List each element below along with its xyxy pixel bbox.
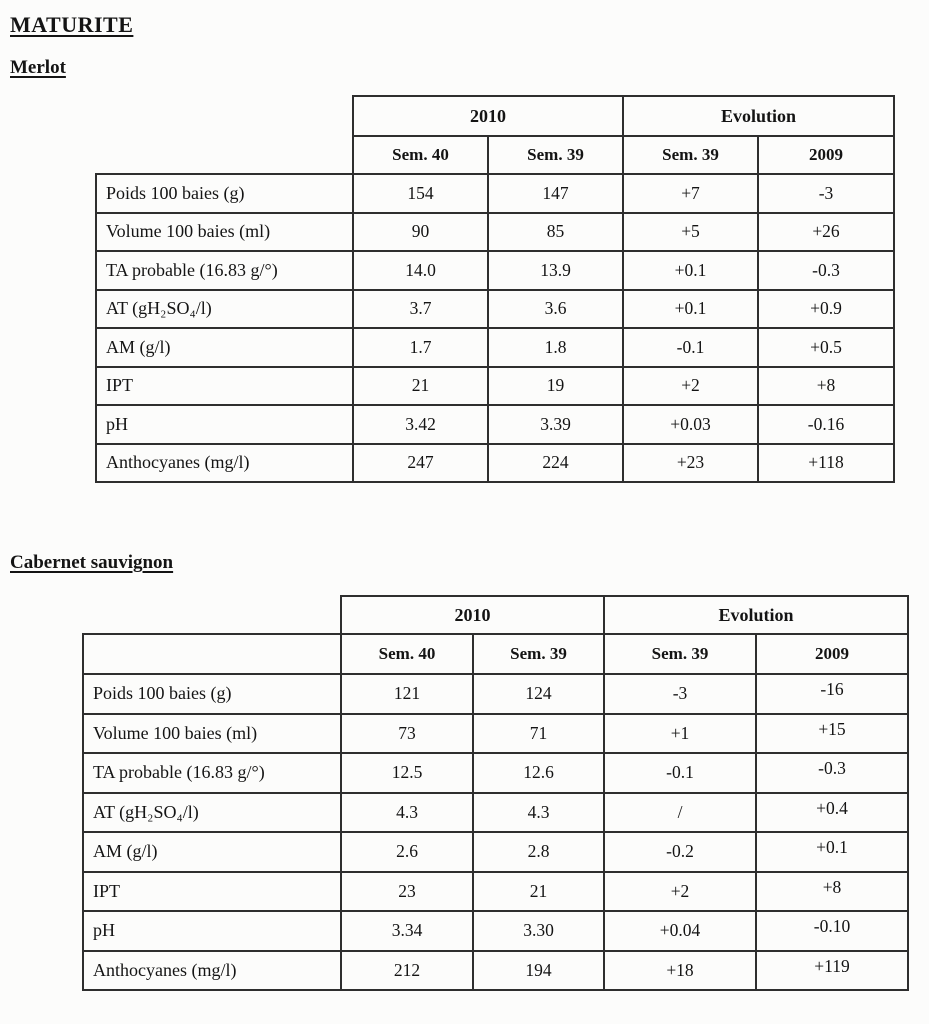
merlot-table — [95, 95, 895, 483]
cell: 1.8 — [488, 328, 623, 367]
table-row — [96, 290, 894, 329]
cell: -0.1 — [604, 753, 756, 793]
section-title-merlot: Merlot — [10, 57, 66, 78]
cell: +0.1 — [756, 832, 908, 872]
cell: -0.3 — [756, 753, 908, 793]
table-row — [83, 951, 908, 991]
section-title-cabernet: Cabernet sauvignon — [10, 552, 174, 573]
cell: +1 — [604, 714, 756, 754]
cell: -3 — [604, 674, 756, 714]
cell: 2.6 — [341, 832, 473, 872]
table-row — [83, 832, 908, 872]
merlot-subheader-row — [96, 136, 894, 174]
merlot-col-sem40: Sem. 40 — [353, 136, 488, 174]
document-title: MATURITE — [10, 12, 134, 37]
merlot-col-evo-2009: 2009 — [758, 136, 894, 174]
row-label: pH — [83, 911, 341, 951]
cell: -0.10 — [756, 911, 908, 951]
cell: 147 — [488, 174, 623, 213]
row-label: Poids 100 baies (g) — [83, 674, 341, 714]
cell: -0.3 — [758, 251, 894, 290]
cabernet-col-sem40: Sem. 40 — [341, 634, 473, 674]
cell: 19 — [488, 367, 623, 406]
cell: +18 — [604, 951, 756, 991]
cell: 247 — [353, 444, 488, 483]
cell: +0.04 — [604, 911, 756, 951]
cell: 224 — [488, 444, 623, 483]
cell: +0.9 — [758, 290, 894, 329]
table-row — [83, 753, 908, 793]
cell: 194 — [473, 951, 604, 991]
cell: +23 — [623, 444, 758, 483]
cell: 12.6 — [473, 753, 604, 793]
cell: 4.3 — [473, 793, 604, 833]
merlot-col-evo-sem39: Sem. 39 — [623, 136, 758, 174]
row-label: TA probable (16.83 g/°) — [83, 753, 341, 793]
cell: 3.34 — [341, 911, 473, 951]
cabernet-col-evo-sem39: Sem. 39 — [604, 634, 756, 674]
row-label: Volume 100 baies (ml) — [83, 714, 341, 754]
table-row — [83, 911, 908, 951]
cabernet-group-evolution: Evolution — [604, 596, 908, 634]
row-label: Volume 100 baies (ml) — [96, 213, 353, 252]
cell: 3.42 — [353, 405, 488, 444]
table-row — [96, 367, 894, 406]
cell: +8 — [756, 872, 908, 912]
table-row — [96, 405, 894, 444]
cell: 3.7 — [353, 290, 488, 329]
row-label: Anthocyanes (mg/l) — [96, 444, 353, 483]
cell: 71 — [473, 714, 604, 754]
row-label: IPT — [83, 872, 341, 912]
merlot-blank-corner-2 — [96, 136, 353, 174]
cabernet-group-header-row — [83, 596, 908, 634]
cell: 85 — [488, 213, 623, 252]
cell: 3.39 — [488, 405, 623, 444]
cell: +26 — [758, 213, 894, 252]
table-row — [83, 872, 908, 912]
cabernet-table — [82, 595, 909, 991]
row-label: AT (gH₂SO₄/l) — [96, 290, 353, 329]
cell: +118 — [758, 444, 894, 483]
cell: 2.8 — [473, 832, 604, 872]
cell: 212 — [341, 951, 473, 991]
cell: -0.2 — [604, 832, 756, 872]
cell: 4.3 — [341, 793, 473, 833]
cell: 13.9 — [488, 251, 623, 290]
cell: -3 — [758, 174, 894, 213]
cell: +2 — [604, 872, 756, 912]
cabernet-subheader-row — [83, 634, 908, 674]
table-row — [83, 714, 908, 754]
table-row — [96, 213, 894, 252]
table-row — [96, 251, 894, 290]
cabernet-empty-header-cell — [83, 634, 341, 674]
cell: +0.4 — [756, 793, 908, 833]
table-row — [83, 674, 908, 714]
table-row — [96, 174, 894, 213]
merlot-group-evolution: Evolution — [623, 96, 894, 136]
cell: -16 — [756, 674, 908, 714]
cell: 21 — [473, 872, 604, 912]
row-label: pH — [96, 405, 353, 444]
cell: -0.1 — [623, 328, 758, 367]
cell: 73 — [341, 714, 473, 754]
cell: 1.7 — [353, 328, 488, 367]
cell: 121 — [341, 674, 473, 714]
cell: 23 — [341, 872, 473, 912]
merlot-col-sem39: Sem. 39 — [488, 136, 623, 174]
row-label: AM (g/l) — [96, 328, 353, 367]
cell: 90 — [353, 213, 488, 252]
cell: 124 — [473, 674, 604, 714]
row-label: TA probable (16.83 g/°) — [96, 251, 353, 290]
cell: +2 — [623, 367, 758, 406]
cell: +0.1 — [623, 251, 758, 290]
cabernet-col-sem39: Sem. 39 — [473, 634, 604, 674]
cell: 3.30 — [473, 911, 604, 951]
row-label: Poids 100 baies (g) — [96, 174, 353, 213]
cell: +119 — [756, 951, 908, 991]
cabernet-group-2010: 2010 — [341, 596, 604, 634]
cabernet-blank-corner — [83, 596, 341, 634]
table-row — [96, 328, 894, 367]
cell: 12.5 — [341, 753, 473, 793]
merlot-group-2010: 2010 — [353, 96, 623, 136]
cell: 3.6 — [488, 290, 623, 329]
row-label: Anthocyanes (mg/l) — [83, 951, 341, 991]
row-label: IPT — [96, 367, 353, 406]
cell: +0.1 — [623, 290, 758, 329]
row-label: AT (gH₂SO₄/l) — [83, 793, 341, 833]
cell: -0.16 — [758, 405, 894, 444]
cell: +5 — [623, 213, 758, 252]
cell: +8 — [758, 367, 894, 406]
table-row — [96, 444, 894, 483]
cell: 14.0 — [353, 251, 488, 290]
cell: 21 — [353, 367, 488, 406]
merlot-blank-corner — [96, 96, 353, 136]
cell: / — [604, 793, 756, 833]
row-label: AM (g/l) — [83, 832, 341, 872]
cell: +15 — [756, 714, 908, 754]
cabernet-col-evo-2009: 2009 — [756, 634, 908, 674]
cell: +7 — [623, 174, 758, 213]
merlot-group-header-row — [96, 96, 894, 136]
cell: +0.03 — [623, 405, 758, 444]
cell: 154 — [353, 174, 488, 213]
table-row — [83, 793, 908, 833]
cell: +0.5 — [758, 328, 894, 367]
